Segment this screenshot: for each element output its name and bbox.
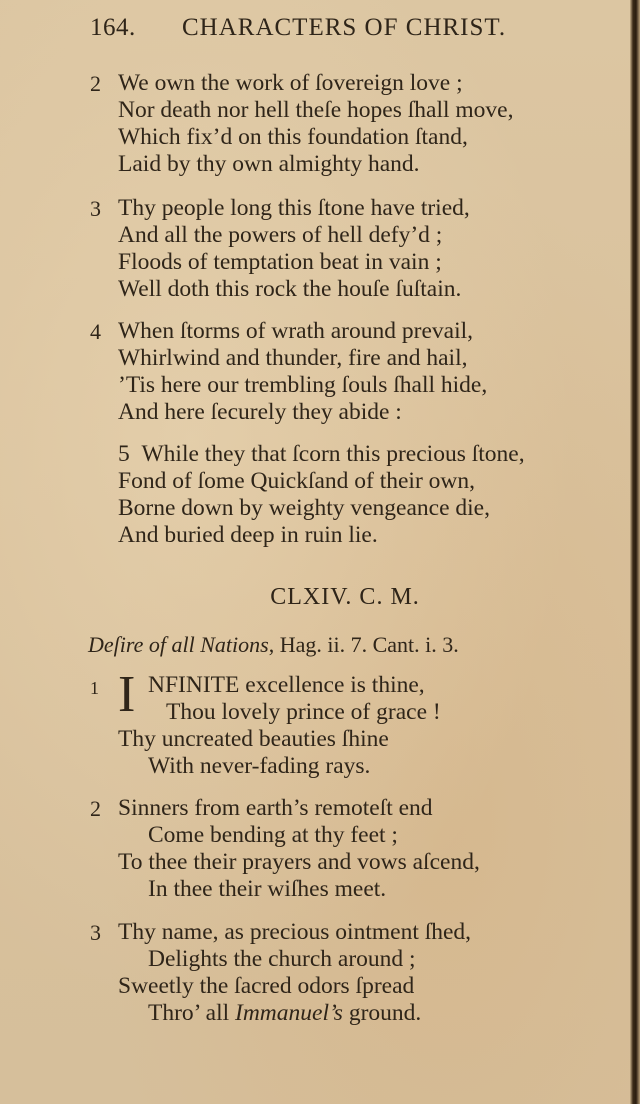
verse-line-text: While they that ſcorn this precious ſtone, bbox=[141, 441, 525, 467]
verse-line: Come bending at thy feet ; bbox=[148, 822, 398, 848]
verse-line: Well doth this rock the houſe ſuſtain. bbox=[118, 276, 462, 302]
verse-line: Delights the church around ; bbox=[148, 946, 416, 972]
verse-line: We own the work of ſovereign love ; bbox=[118, 70, 463, 96]
verse-line bbox=[118, 441, 525, 468]
verse-line: To thee their prayers and vows aſcend, bbox=[118, 849, 480, 875]
verse-line: Laid by thy own almighty hand. bbox=[118, 151, 420, 177]
verse-line: And buried deep in ruin lie. bbox=[118, 522, 378, 548]
hymn-subtitle bbox=[88, 632, 459, 658]
hymn-number-meter: CLXIV. C. M. bbox=[270, 584, 420, 610]
verse-line: Borne down by weighty vengeance die, bbox=[118, 495, 490, 521]
verse-line: Sinners from earth’s remoteſt end bbox=[118, 795, 433, 821]
prev-hymn-stanza-3 bbox=[90, 195, 470, 303]
verse-line: Floods of temptation beat in vain ; bbox=[118, 249, 442, 275]
verse-line: Whirlwind and thunder, fire and hail, bbox=[118, 345, 468, 371]
verse-line: With never-fading rays. bbox=[148, 753, 371, 779]
stanza-number: 3 bbox=[90, 196, 101, 221]
verse-line-text: Thro’ all bbox=[148, 1000, 236, 1026]
verse-line bbox=[118, 1000, 471, 1027]
hymn-subtitle-title: Deſire of all Nations bbox=[88, 632, 269, 657]
stanza-number: 2 bbox=[90, 71, 101, 96]
stanza-number: 5 bbox=[118, 441, 130, 467]
verse-line: Nor death nor hell theſe hopes ſhall move, bbox=[118, 97, 514, 123]
hymn-stanza-1 bbox=[90, 666, 441, 780]
verse-line: Fond of ſome Quickſand of their own, bbox=[118, 468, 476, 494]
verse-line: Thou lovely prince of grace ! bbox=[166, 699, 441, 725]
prev-hymn-stanza-5 bbox=[118, 441, 525, 549]
prev-hymn-stanza-4 bbox=[90, 318, 488, 426]
verse-line: When ſtorms of wrath around prevail, bbox=[118, 318, 474, 344]
verse-line: ’Tis here our trembling ſouls ſhall hide, bbox=[118, 372, 488, 398]
page-header bbox=[90, 14, 560, 48]
prev-hymn-stanza-2 bbox=[90, 70, 514, 178]
verse-line: And all the powers of hell defy’d ; bbox=[118, 222, 443, 248]
verse-line: In thee their wiſhes meet. bbox=[148, 876, 387, 902]
verse-line: Sweetly the ſacred odors ſpread bbox=[118, 973, 415, 999]
hymn-stanza-2 bbox=[90, 795, 480, 903]
stanza-number: 1 bbox=[90, 678, 99, 698]
verse-line: And here ſecurely they abide : bbox=[118, 399, 402, 425]
hymn-scripture-reference: , Hag. ii. 7. Cant. i. 3. bbox=[268, 632, 459, 657]
running-title: CHARACTERS OF CHRIST. bbox=[182, 14, 507, 41]
verse-line: NFINITE excellence is thine, bbox=[148, 672, 425, 698]
stanza-number: 3 bbox=[90, 920, 101, 945]
verse-line: Which fix’d on this foundation ſtand, bbox=[118, 124, 468, 150]
stanza-number: 2 bbox=[90, 796, 101, 821]
verse-line: Thy name, as precious ointment ſhed, bbox=[118, 919, 472, 945]
proper-name-immanuel: Immanuel’s bbox=[235, 1000, 343, 1026]
verse-line: Thy uncreated beauties ſhine bbox=[118, 726, 389, 752]
verse-line-end: ground. bbox=[342, 1000, 422, 1026]
page-number: 164. bbox=[90, 14, 136, 41]
hymn-stanza-3 bbox=[90, 919, 472, 1027]
page-edge bbox=[630, 0, 640, 1104]
verse-line: Thy people long this ſtone have tried, bbox=[118, 195, 470, 221]
stanza-number: 4 bbox=[90, 319, 101, 344]
drop-cap: I bbox=[118, 666, 136, 723]
